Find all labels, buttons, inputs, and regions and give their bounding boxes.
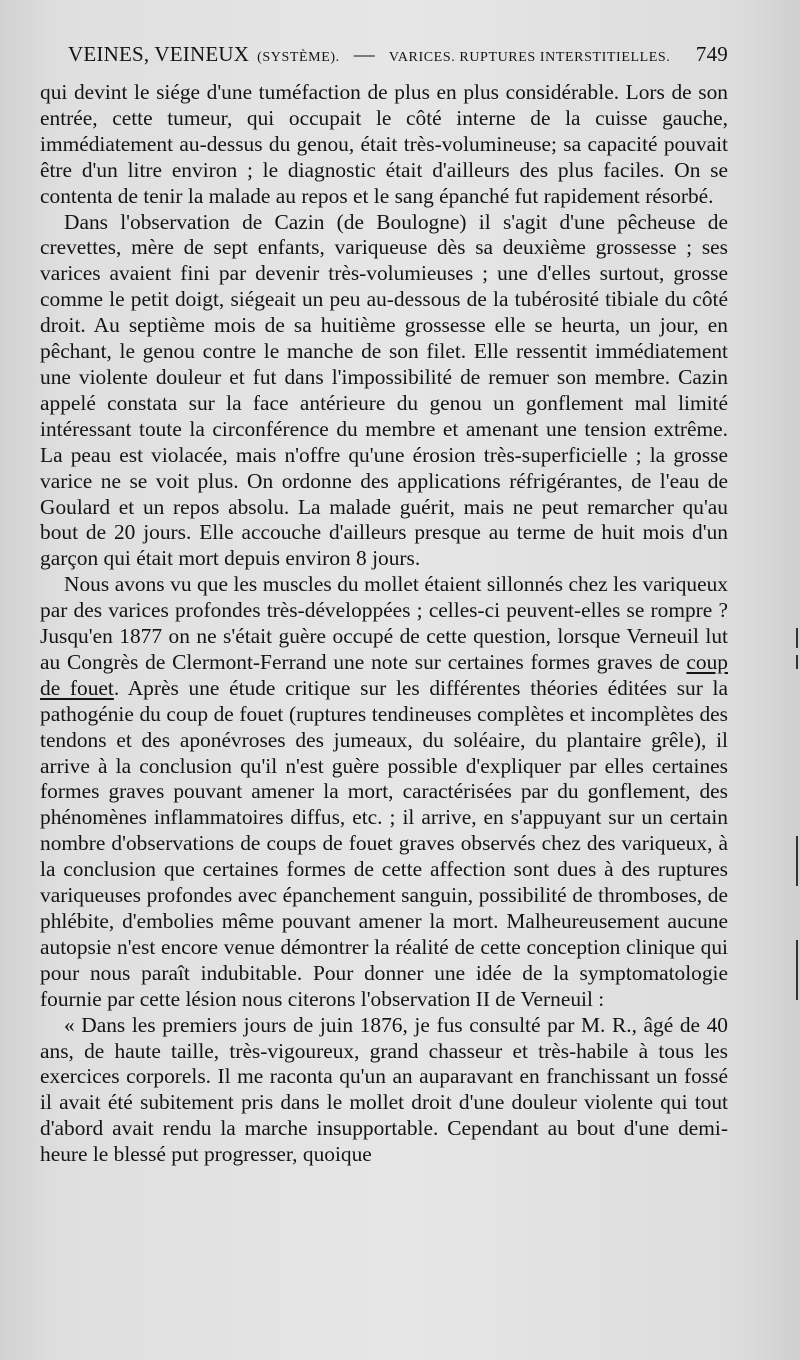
margin-mark [796, 655, 798, 669]
margin-marks [792, 0, 800, 1360]
paragraph-3-part-1: Nous avons vu que les muscles du mollet étaient sillonnés chez les variqueux par des varices profondes très-développées ; celles-ci peuvent-elles se rompre ? Jusqu'en 1877 on ne s'était guère occupé de cette question, lorsque Verneuil lut au Congrès de Clermont-Ferrand une note sur certaines formes graves de [40, 572, 728, 674]
paragraph-4: « Dans les premiers jours de juin 1876, je fus consulté par M. R., âgé de 40 ans, de haute taille, très-vigoureux, grand chasseur et très-habile à tous les exercices corporels. Il me raconta qu'un an auparavant en franchissant un fossé il avait été subitement pris dans le mollet droit d'une douleur violente qui tout d'abord avait rendu la marche insupportable. Cependant au bout d'une demi-heure le blessé put progresser, quoique [40, 1012, 728, 1167]
header-title: VEINES, VEINEUX [68, 42, 250, 66]
header-left [68, 42, 670, 67]
paragraph-3-part-2: . Après une étude critique sur les différentes théories éditées sur la pathogénie du coup de fouet (ruptures tendineuses complètes et incomplètes des tendons et des aponévroses des jumeaux, du soléaire, du plantaire grêle), il arrive à la conclusion qu'il n'est guère possible d'expliquer par elles certaines formes graves pouvant amener la mort, caractérisées par du gonflement, des phénomènes inflammatoires diffus, etc. ; il arrive, en s'appuyant sur un certain nombre d'observations de coups de fouet graves observés chez des variqueux, à la conclusion que certaines formes de cette affection sont dues à des ruptures variqueuses profondes avec épanchement sanguin, possibilité de thromboses, de phlébite, d'embolies même pouvant amener la mort. Malheureusement aucune autopsie n'est encore venue démontrer la réalité de cette conception clinique qui pour nous paraît indubitable. Pour donner une idée de la symptomatologie fournie par cette lésion nous citerons l'observation II de Verneuil : [40, 675, 728, 1011]
margin-mark [796, 836, 798, 886]
paragraph-1: qui devint le siége d'une tuméfaction de plus en plus considérable. Lors de son entrée, cette tumeur, qui occupait le côté interne de la cuisse gauche, immédiatement au-dessus du genou, était très-volumineuse; sa capacité pouvait être d'un litre environ ; le diagnostic était d'ailleurs des plus faciles. On se contenta de tenir la malade au repos et le sang épanché fut rapidement résorbé. [40, 80, 728, 208]
paragraph-3 [40, 572, 728, 1012]
coup-de-fouet-term: coup de fouet [40, 649, 728, 700]
margin-mark [796, 628, 798, 648]
header-dash: — [353, 42, 375, 66]
page-number: 749 [695, 42, 728, 66]
margin-mark [796, 940, 798, 1000]
body-text [40, 80, 728, 1168]
header-section: VARICES. RUPTURES INTERSTITIELLES. [388, 50, 671, 65]
header-system: (SYSTÈME). [257, 50, 340, 65]
paragraph-2: Dans l'observation de Cazin (de Boulogne) il s'agit d'une pêcheuse de crevettes, mère de sept enfants, variqueuse dès sa deuxième grossesse ; ses varices avaient fini par devenir très-volumieuses ; une d'elles surtout, grosse comme le petit doigt, siégeait un peu au-dessous de la tubérosité tibiale du côté droit. Au septième mois de sa huitième grossesse elle se heurta, un jour, en pêchant, le genou contre le manche de son filet. Elle ressentit immédiatement une violente douleur et fut dans l'impossibilité de remuer son membre. Cazin appelé constata sur la face antérieure du genou un gonflement mal limité intéressant toute la circonférence du membre et amenant une tension extrême. La peau est violacée, mais n'offre qu'une érosion très-superficielle ; la grosse varice ne se voit plus. On ordonne des applications réfrigérantes, de l'eau de Goulard et un repos absolu. La malade guérit, mais ne peut remarcher qu'au bout de 20 jours. Elle accouche d'ailleurs presque au terme de huit mois d'un garçon qui était mort depuis environ 8 jours. [40, 209, 728, 571]
